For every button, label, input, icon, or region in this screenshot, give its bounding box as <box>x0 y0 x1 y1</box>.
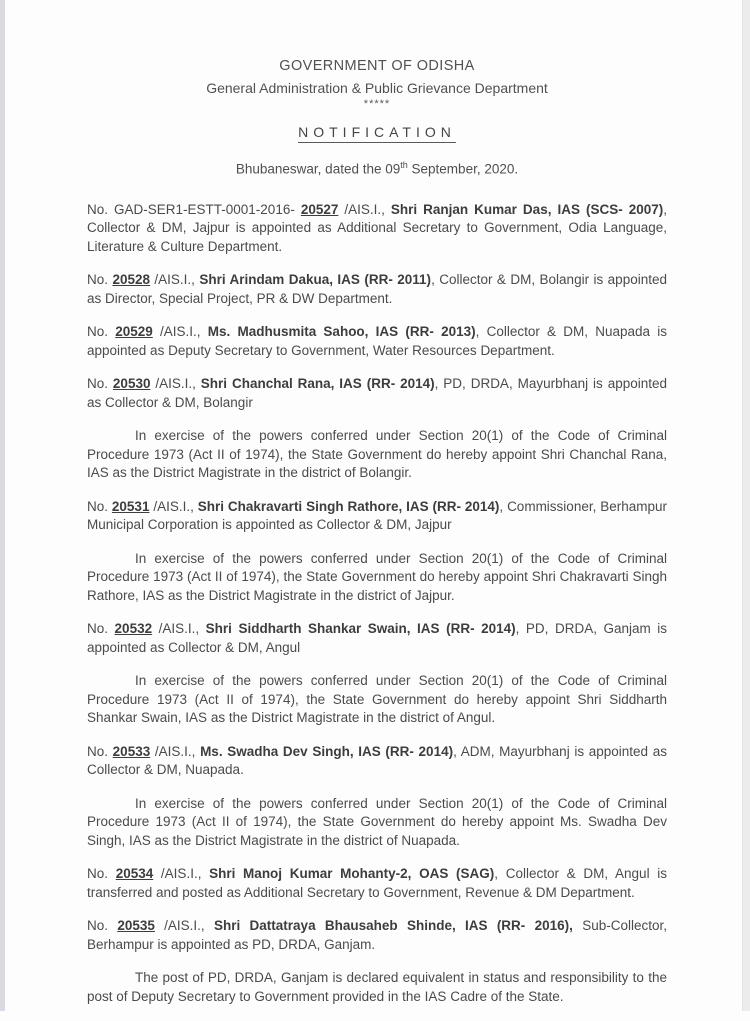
notification-paragraph <box>87 743 667 780</box>
paragraph-emphasis: 20533 <box>112 743 151 759</box>
document-header <box>87 58 667 177</box>
notification-paragraph <box>87 865 667 902</box>
notification-paragraph <box>87 201 667 257</box>
paragraph-emphasis: Shri Chakravarti Singh Rathore, IAS (RR- 2014) <box>197 498 500 514</box>
paragraph-text: , PD, DRDA, Ganjam is appointed as Collector & DM, Angul <box>87 621 668 655</box>
paragraph-text: /AIS.I., <box>154 918 214 933</box>
notification-paragraph <box>87 271 667 308</box>
paragraph-emphasis: Ms. Swadha Dev Singh, IAS (RR- 2014) <box>200 743 454 759</box>
paragraph-emphasis: Shri Ranjan Kumar Das, IAS (SCS- 2007) <box>390 201 664 217</box>
paragraph-emphasis: 20530 <box>112 376 151 391</box>
paragraph-emphasis: 20529 <box>115 324 153 339</box>
paragraph-emphasis: Shri Arindam Dakua, IAS (RR- 2011) <box>199 272 432 287</box>
notification-paragraph <box>87 795 667 851</box>
paragraph-text: Sub-Collector, Berhampur is appointed as PD, DRDA, Ganjam. <box>87 918 667 952</box>
paragraph-text: , PD, DRDA, Mayurbhanj is appointed as Collector & DM, Bolangir <box>87 376 668 410</box>
paragraph-text: , Collector & DM, Nuapada is appointed as Deputy Secretary to Government, Water Resources Department. <box>87 324 668 358</box>
paragraph-text: No. <box>87 866 116 881</box>
paragraph-text: In exercise of the powers conferred under Section 20(1) of the Code of Criminal Procedure 1973 (Act II of 1974), the State Government do hereby appoint Shri Chakravarti Singh Rathore, IAS as the District Magistrate in the district of Jajpur. <box>87 550 667 603</box>
document-page <box>87 58 667 1021</box>
notification-paragraph <box>87 550 667 606</box>
paragraph-text: , ADM, Mayurbhanj is appointed as Collector & DM, Nuapada. <box>87 743 667 777</box>
paragraph-text: The post of PD, DRDA, Ganjam is declared equivalent in status and responsibility to the post of Deputy Secretary to Government provided in the IAS Cadre of the State. <box>87 970 667 1004</box>
document-body <box>87 201 667 1007</box>
paragraph-text: No. <box>87 621 115 636</box>
paragraph-text: No. <box>87 743 113 759</box>
paragraph-text: /AIS.I., <box>152 621 206 636</box>
government-title: GOVERNMENT OF ODISHA <box>279 58 475 74</box>
dateline-prefix: Bhubaneswar, dated the 09 <box>235 161 401 177</box>
paragraph-text: , Commissioner, Berhampur Municipal Corporation is appointed as Collector & DM, Jajpur <box>87 498 668 532</box>
paragraph-text: /AIS.I., <box>150 376 201 391</box>
notification-paragraph <box>87 917 667 954</box>
paragraph-text: /AIS.I., <box>149 272 200 287</box>
paragraph-emphasis: Shri Siddharth Shankar Swain, IAS (RR- 2014) <box>205 621 516 636</box>
paragraph-emphasis: 20532 <box>114 621 153 636</box>
paragraph-text: /AIS.I., <box>150 743 201 759</box>
notification-paragraph <box>87 672 667 728</box>
department-title: General Administration & Public Grievance Department <box>206 80 548 96</box>
notification-paragraph <box>87 427 667 483</box>
paragraph-emphasis: 20534 <box>115 866 154 881</box>
paragraph-text: , Collector & DM, Angul is transferred and posted as Additional Secretary to Government, Revenue & DM Department. <box>87 866 667 900</box>
paragraph-text: , Collector & DM, Jajpur is appointed as Additional Secretary to Government, Odia Language, Literature & Culture Department. <box>87 201 667 254</box>
paragraph-text: /AIS.I., <box>338 201 391 217</box>
dateline-superscript: th <box>400 160 408 170</box>
paragraph-text: /AIS.I., <box>153 866 210 881</box>
paragraph-emphasis: 20527 <box>300 201 339 217</box>
paragraph-text: No. <box>87 272 113 287</box>
scan-edge-right <box>742 0 750 1011</box>
notification-paragraph <box>87 375 667 412</box>
scan-edge-left <box>0 0 5 1011</box>
notification-paragraph <box>87 969 667 1006</box>
paragraph-text: No. <box>87 498 112 514</box>
paragraph-text: In exercise of the powers conferred under Section 20(1) of the Code of Criminal Procedure 1973 (Act II of 1974), the State Government do hereby appoint Shri Chanchal Rana, IAS as the District Magistrate in the district of Bolangir. <box>87 428 667 480</box>
notification-title: NOTIFICATION <box>298 124 456 143</box>
paragraph-text: No. <box>87 918 118 933</box>
paragraph-emphasis: Shri Chanchal Rana, IAS (RR- 2014) <box>200 376 435 391</box>
paragraph-emphasis: Ms. Madhusmita Sahoo, IAS (RR- 2013) <box>207 324 476 339</box>
dateline-suffix: September, 2020. <box>407 161 519 177</box>
notification-paragraph <box>87 323 667 360</box>
paragraph-emphasis: Shri Manoj Kumar Mohanty-2, OAS (SAG) <box>209 866 495 881</box>
paragraph-text: No. <box>87 376 113 391</box>
paragraph-text: No. <box>87 324 116 339</box>
notification-paragraph <box>87 620 667 657</box>
notification-paragraph <box>87 498 667 535</box>
paragraph-text: /AIS.I., <box>152 324 208 339</box>
paragraph-emphasis: 20528 <box>112 272 150 287</box>
paragraph-text: No. GAD-SER1-ESTT-0001-2016- <box>87 201 301 217</box>
paragraph-text: , Collector & DM, Bolangir is appointed as Director, Special Project, PR & DW Department. <box>87 272 667 306</box>
paragraph-text: In exercise of the powers conferred under Section 20(1) of the Code of Criminal Procedure 1973 (Act II of 1974), the State Government do hereby appoint Shri Siddharth Shankar Swain, IAS as the District Magistrate in the district of Angul. <box>87 673 667 725</box>
notification-title-row <box>87 124 667 143</box>
paragraph-emphasis: 20531 <box>111 498 150 514</box>
paragraph-emphasis: Shri Dattatraya Bhausaheb Shinde, IAS (RR- 2016), <box>213 918 573 933</box>
separator-stars: ***** <box>363 98 391 110</box>
paragraph-emphasis: 20535 <box>117 918 155 933</box>
paragraph-text: /AIS.I., <box>149 498 198 514</box>
paragraph-text: In exercise of the powers conferred under Section 20(1) of the Code of Criminal Procedure 1973 (Act II of 1974), the State Government do hereby appoint Ms. Swadha Dev Singh, IAS as the District Magistrate in the district of Nuapada. <box>87 795 667 848</box>
dateline <box>87 160 667 177</box>
